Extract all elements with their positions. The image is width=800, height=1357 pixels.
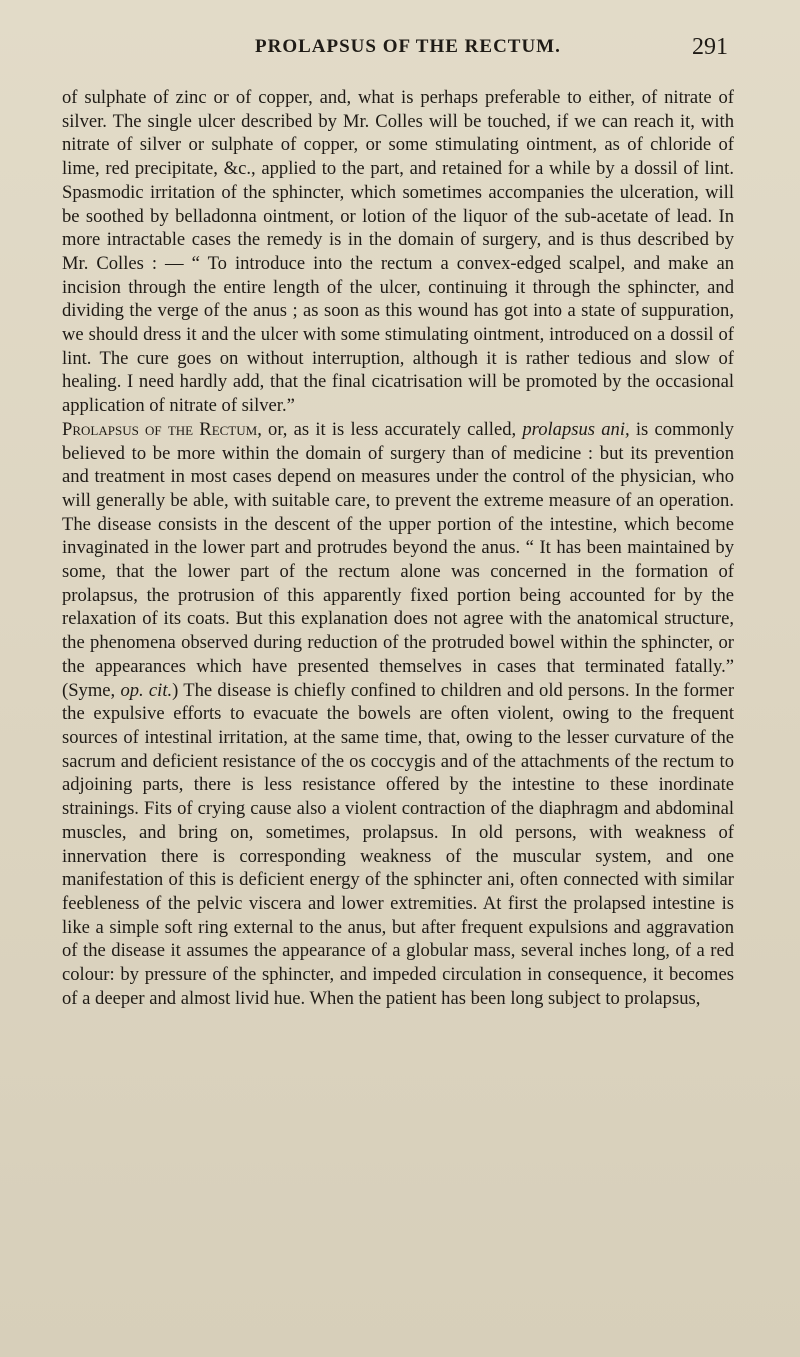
latin-term: prolapsus ani, xyxy=(522,418,630,440)
running-head xyxy=(0,36,800,66)
section-heading: Prolapsus of the Rectum, xyxy=(62,418,262,440)
page-number: 291 xyxy=(692,34,728,60)
paragraph-text-b: ) The disease is chiefly confined to children and old persons. In the former the expulsive efforts to evacuate the bowels are often violent, owing to the frequent sources of intestinal irritation, at the same time, that, owing to the lesser curvature of the sacrum and deficient resistance of the os coccygis and of the attachments of the rectum to adjoining parts, there is less resistance offered by the intestine to these inordinate strainings. Fits of crying cause also a violent contraction of the diaphragm and abdominal muscles, and bring on, sometimes, prolapsus. In old persons, with weakness of innervation there is corresponding weakness of the muscular system, and one manifestation of this is deficient energy of the sphincter ani, often connected with similar feebleness of the pelvic viscera and lower extremities. At first the prolapsed intestine is like a simple soft ring external to the anus, but after frequent expulsions and aggravation of the disease it assumes the appearance of a globular mass, several inches long, of a red colour: by pressure of the sphincter, and impeded circulation in consequence, it becomes of a deeper and almost livid hue. When the patient has been long subject to prolapsus, xyxy=(62,679,735,1009)
page-title: PROLAPSUS OF THE RECTUM. xyxy=(255,36,561,57)
paragraph-colles-treatment: of sulphate of zinc or of copper, and, what is perhaps preferable to either, of nitrate of silver. The single ulcer described by Mr. Colles will be touched, if we can reach it, with nitrate of silver or sulphate of copper, or some stimulating ointment, as of chloride of lime, red precipitate, &c., applied to the part, and retained for a while by a dossil of lint. Spasmodic irritation of the sphincter, which sometimes accompanies the ulceration, will be soothed by belladonna ointment, or lotion of the liquor of the sub-acetate of lead. In more intractable cases the remedy is in the domain of surgery, and is thus described by Mr. Colles : — “ To introduce into the rectum a convex-edged scalpel, and make an incision through the entire length of the ulcer, continuing it through the sphincter, and dividing the verge of the anus ; as soon as this wound has got into a state of suppuration, we should dress it and the ulcer with some stimulating ointment, introduced on a dossil of lint. The cure goes on without interruption, although it is rather tedious and slow of healing. I need hardly add, that the final cicatrisation will be promoted by the occasional application of nitrate of silver.” xyxy=(62,87,734,417)
citation: op. cit. xyxy=(120,679,173,701)
paragraph-prolapsus xyxy=(62,418,734,1011)
body-text xyxy=(62,86,734,1010)
paragraph-lead: or, as it is less accurately called, xyxy=(261,418,523,440)
paragraph-text-a: is commonly believed to be more within the domain of surgery than of medicine : but its prevention and treatment in most cases depend on measures under the control of the physician, who will generally be able, with suitable care, to prevent the extreme measure of an operation. The disease consists in the descent of the upper portion of the intestine, which become invaginated in the lower part and protrudes beyond the anus. “ It has been maintained by some, that the lower part of the rectum alone was concerned in the formation of prolapsus, the protrusion of this apparently fixed portion being accounted for by the relaxation of its coats. But this explanation does not agree with the anatomical structure, the phenomena observed during reduction of the protruded bowel within the sphincter, or the appearances which have presented themselves in cases that terminated fatally.” (Syme, xyxy=(62,418,734,701)
